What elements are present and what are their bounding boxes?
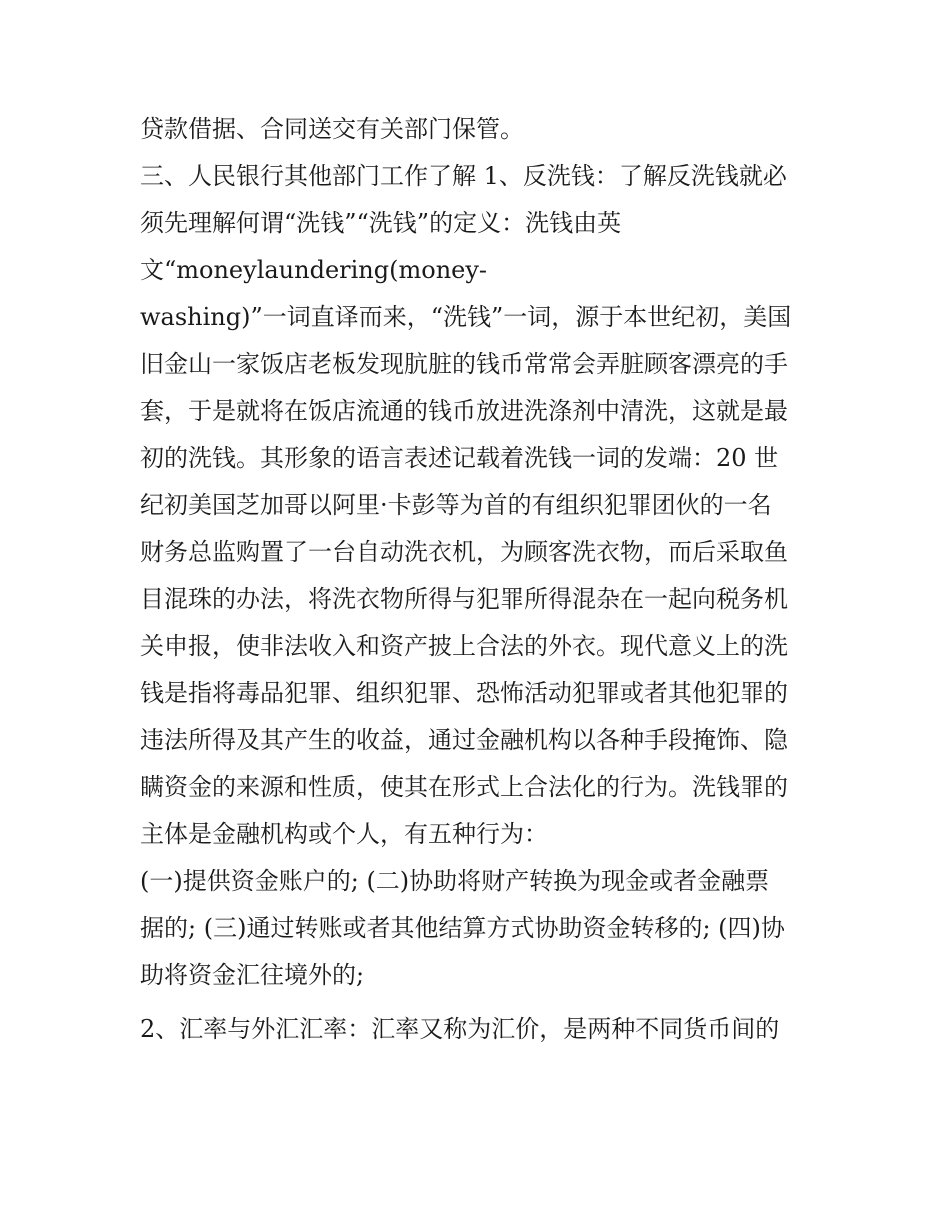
text-line: 初的洗钱。其形象的语言表述记载着洗钱一词的发端：20 世 [140,444,779,472]
text-line: 财务总监购置了一台自动洗衣机，为顾客洗衣物，而后采取鱼 [140,538,788,566]
text-line: 关申报，使非法收入和资产披上合法的外衣。现代意义上的洗 [140,632,788,660]
text-line: 违法所得及其产生的收益，通过金融机构以各种手段掩饰、隐 [140,726,788,754]
text-line: 钱是指将毒品犯罪、组织犯罪、恐怖活动犯罪或者其他犯罪的 [140,679,788,707]
text-line: 助将资金汇往境外的; [140,961,365,989]
text-line: 套，于是就将在饭店流通的钱币放进洗涤剂中清洗，这就是最 [140,397,788,425]
text-line: 据的; (三)通过转账或者其他结算方式协助资金转移的; (四)协 [140,914,785,942]
text-line: 须先理解何谓“洗钱”“洗钱”的定义：洗钱由英 [140,209,622,237]
text-line: 三、人民银行其他部门工作了解 1、反洗钱：了解反洗钱就必 [140,162,787,190]
text-line: 贷款借据、合同送交有关部门保管。 [140,115,524,143]
text-line: 目混珠的办法，将洗衣物所得与犯罪所得混杂在一起向税务机 [140,585,788,613]
text-line: 2、汇率与外汇汇率：汇率又称为汇价，是两种不同货币间的 [140,1015,780,1043]
text-line: washing)”一词直译而来，“洗钱”一词，源于本世纪初，美国 [140,303,792,331]
text-line: 旧金山一家饭店老板发现肮脏的钱币常常会弄脏顾客漂亮的手 [140,350,788,378]
body-text [140,106,820,1053]
text-line: 纪初美国芝加哥以阿里·卡彭等为首的有组织犯罪团伙的一名 [140,491,772,519]
text-line: (一)提供资金账户的; (二)协助将财产转换为现金或者金融票 [140,867,770,895]
paragraph-gap [140,999,820,1006]
text-line: 文“moneylaundering(money- [140,256,488,284]
text-line: 瞒资金的来源和性质，使其在形式上合法化的行为。洗钱罪的 [140,773,788,801]
text-line: 主体是金融机构或个人，有五种行为： [140,820,548,848]
